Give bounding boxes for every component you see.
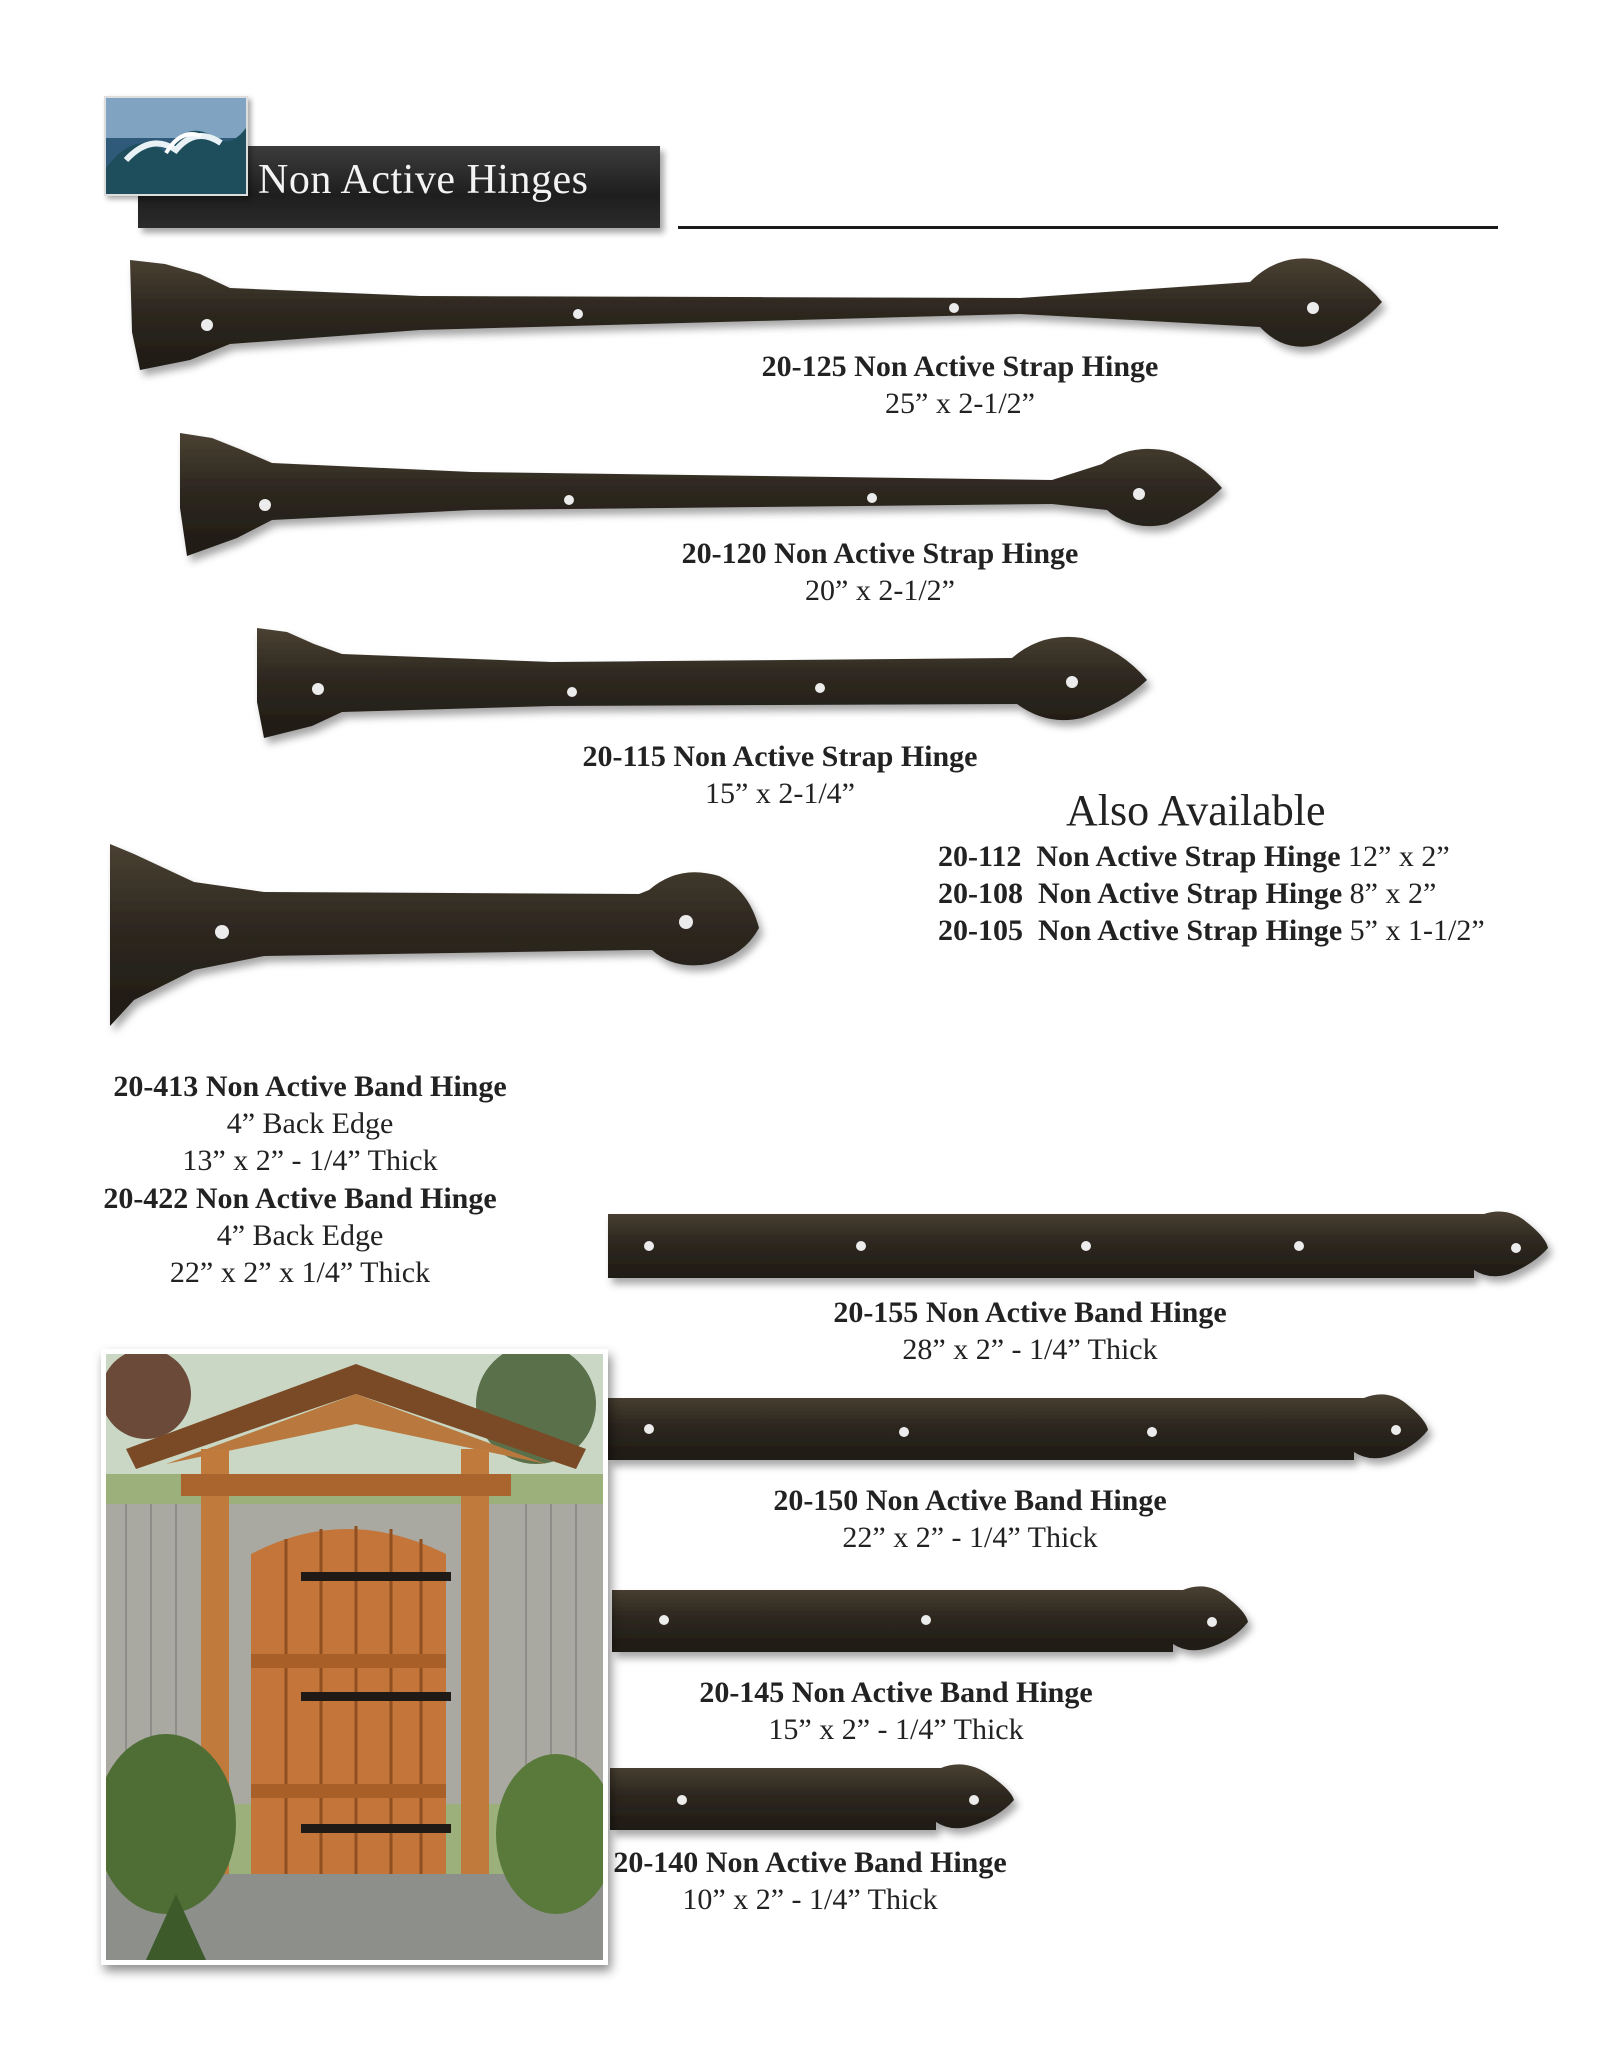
caption-20-422 [80, 1180, 520, 1291]
product-name: Non Active Band Hinge [865, 1484, 1167, 1517]
product-name: Non Active Band Hinge [791, 1676, 1093, 1709]
product-name: Non Active Strap Hinge [1036, 840, 1341, 873]
also-item-20-112 [938, 840, 1450, 874]
caption-20-145 [636, 1674, 1156, 1748]
model-number: 20-145 [699, 1676, 785, 1709]
hinge-image-20-413 [104, 840, 764, 1040]
also-item-20-108 [938, 877, 1436, 911]
header-divider [678, 226, 1498, 229]
product-name: Non Active Band Hinge [925, 1296, 1227, 1329]
garden-gate-photo [101, 1349, 608, 1965]
caption-20-150 [710, 1482, 1230, 1556]
product-size: 5” x 1-1/2” [1349, 914, 1485, 947]
also-item-20-105 [938, 914, 1485, 948]
product-size: 12” x 2” [1348, 840, 1450, 873]
also-available-heading: Also Available [1066, 786, 1326, 835]
caption-20-115 [520, 738, 1040, 812]
product-size: 8” x 2” [1349, 877, 1437, 910]
model-number: 20-112 [938, 840, 1022, 873]
model-number: 20-115 [582, 740, 666, 773]
product-name: Non Active Strap Hinge [774, 537, 1079, 570]
product-size: 22” x 2” - 1/4” Thick [842, 1521, 1098, 1554]
model-number: 20-150 [773, 1484, 859, 1517]
product-name: Non Active Strap Hinge [1038, 914, 1343, 947]
product-size: 22” x 2” x 1/4” Thick [169, 1256, 431, 1289]
model-number: 20-105 [938, 914, 1023, 947]
back-edge: 4” Back Edge [226, 1107, 394, 1140]
hinge-image-20-155 [604, 1208, 1552, 1288]
model-number: 20-140 [613, 1846, 699, 1879]
product-size: 15” x 2” - 1/4” Thick [768, 1713, 1024, 1746]
product-size: 13” x 2” - 1/4” Thick [182, 1144, 438, 1177]
product-name: Non Active Band Hinge [705, 1846, 1007, 1879]
product-size: 20” x 2-1/2” [805, 574, 955, 607]
model-number: 20-108 [938, 877, 1023, 910]
product-name: Non Active Strap Hinge [673, 740, 978, 773]
hinge-image-20-115 [252, 622, 1162, 752]
ocean-wave-icon [104, 96, 248, 196]
hinge-image-20-150 [604, 1390, 1434, 1470]
model-number: 20-125 [761, 350, 847, 383]
caption-20-120 [620, 535, 1140, 609]
product-name: Non Active Band Hinge [205, 1070, 507, 1103]
caption-20-125 [700, 348, 1220, 422]
product-size: 10” x 2” - 1/4” Thick [682, 1883, 938, 1916]
page-title: Non Active Hinges [258, 157, 589, 203]
hinge-image-20-145 [608, 1582, 1258, 1662]
model-number: 20-422 [103, 1182, 189, 1215]
model-number: 20-413 [113, 1070, 199, 1103]
product-size: 25” x 2-1/2” [885, 387, 1035, 420]
hinge-image-20-140 [606, 1760, 1038, 1840]
product-name: Non Active Band Hinge [195, 1182, 497, 1215]
caption-20-140 [550, 1844, 1070, 1918]
model-number: 20-120 [681, 537, 767, 570]
model-number: 20-155 [833, 1296, 919, 1329]
caption-20-155 [770, 1294, 1290, 1368]
product-name: Non Active Strap Hinge [854, 350, 1159, 383]
product-size: 28” x 2” - 1/4” Thick [902, 1333, 1158, 1366]
caption-20-413 [90, 1068, 530, 1179]
product-size: 15” x 2-1/4” [705, 777, 855, 810]
back-edge: 4” Back Edge [216, 1219, 384, 1252]
product-name: Non Active Strap Hinge [1038, 877, 1343, 910]
